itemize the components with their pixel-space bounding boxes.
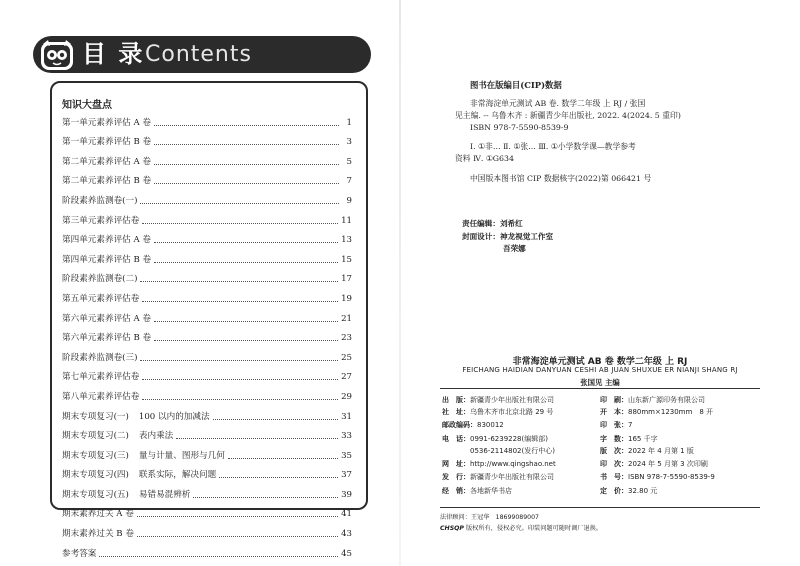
toc-item-subtitle: 量与计量、图形与几何 xyxy=(138,450,225,461)
toc-leader-dots xyxy=(142,399,338,400)
publish-label: 印 刷： xyxy=(600,395,628,404)
toc-item xyxy=(62,148,352,168)
toc-item-page: 1 xyxy=(346,117,352,128)
toc-item-page: 3 xyxy=(346,137,352,148)
cover-design-2: 吾荣娜 xyxy=(503,244,526,253)
toc-leader-dots xyxy=(154,262,338,263)
toc-item-page: 5 xyxy=(346,156,352,167)
toc-item-page: 21 xyxy=(341,313,352,324)
toc-item xyxy=(62,442,352,462)
toc-item-label: 期末专项复习(四) xyxy=(62,470,129,481)
publish-value: 山东新广源印务有限公司 xyxy=(628,396,705,404)
toc-item-label: 阶段素养监测卷(一) xyxy=(62,195,138,206)
publish-value: 各地新华书店 xyxy=(470,487,512,495)
toc-item-subtitle: 联系实际，解决问题 xyxy=(138,470,217,481)
publish-value: 32.80 元 xyxy=(628,487,658,495)
toc-item xyxy=(62,540,352,560)
book-spine xyxy=(399,0,401,566)
toc-item-label: 期末专项复习(一) xyxy=(62,411,129,422)
toc-item-page: 13 xyxy=(341,235,352,246)
book-pinyin: FEICHANG HAIDIAN DANYUAN CESHI AB JUAN SHUXUE ER NIANJI SHANG RJ xyxy=(462,366,738,374)
toc-item xyxy=(62,481,352,501)
publish-row xyxy=(442,486,512,496)
toc-item-label: 第二单元素养评估 B 卷 xyxy=(62,176,152,187)
publish-label: 书 号： xyxy=(600,472,628,481)
legal-counsel: 法律顾问：王冠华 18699089007 xyxy=(440,514,539,521)
toc-item-page: 43 xyxy=(341,529,352,540)
toc-item-label: 第一单元素养评估 B 卷 xyxy=(62,137,152,148)
publish-row xyxy=(442,472,554,482)
publish-value: 0991-6239228(编辑部) xyxy=(470,435,548,443)
toc-list xyxy=(62,109,352,560)
publish-label: 网 址： xyxy=(442,459,470,468)
publish-label: 社 址： xyxy=(442,407,470,416)
toc-item-label: 期末素养过关 B 卷 xyxy=(62,529,134,540)
toc-item-label: 阶段素养监测卷(二) xyxy=(62,274,138,285)
toc-item-label: 第二单元素养评估 A 卷 xyxy=(62,156,152,167)
toc-item-subtitle: 100 以内的加减法 xyxy=(138,411,210,422)
toc-item-page: 39 xyxy=(341,489,352,500)
toc-leader-dots xyxy=(193,497,338,498)
cip-class-2: 资料 Ⅳ. ①G634 xyxy=(455,154,514,163)
copyright-line: CHSQP 版权所有，侵权必究。印装问题可随时调厂退换。 xyxy=(440,525,603,532)
toc-item-page: 35 xyxy=(341,450,352,461)
toc-heading: 知识大盘点 xyxy=(62,100,112,111)
toc-item-page: 31 xyxy=(341,411,352,422)
publish-value: ISBN 978-7-5590-8539-9 xyxy=(628,473,715,481)
publish-value: 乌鲁木齐市北京北路 29 号 xyxy=(470,408,554,416)
toc-item xyxy=(62,187,352,207)
toc-item xyxy=(62,364,352,384)
toc-leader-dots xyxy=(142,379,338,380)
toc-item xyxy=(62,520,352,540)
toc-leader-dots xyxy=(99,556,338,557)
toc-item-label: 阶段素养监测卷(三) xyxy=(62,352,138,363)
responsible-editor: 责任编辑：刘希红 xyxy=(462,219,523,228)
toc-leader-dots xyxy=(154,183,339,184)
cip-record: 中国版本图书馆 CIP 数据核字(2022)第 066421 号 xyxy=(470,174,652,183)
toc-leader-dots xyxy=(137,536,338,537)
toc-item xyxy=(62,168,352,188)
publish-label: 印 张： xyxy=(600,420,628,429)
publish-value: 2022 年 4 月第 1 版 xyxy=(628,447,694,455)
toc-item-subtitle: 表内乘法 xyxy=(138,431,174,442)
publish-row xyxy=(600,459,708,469)
toc-item-label: 参考答案 xyxy=(62,548,97,559)
toc-item-label: 第一单元素养评估 A 卷 xyxy=(62,117,152,128)
publish-row xyxy=(442,420,504,430)
toc-leader-dots xyxy=(176,438,338,439)
toc-item-label: 期末专项复习(五) xyxy=(62,489,129,500)
toc-item xyxy=(62,305,352,325)
publish-row xyxy=(442,446,555,456)
toc-item-page: 41 xyxy=(341,509,352,520)
publish-row xyxy=(442,395,554,405)
toc-item-page: 15 xyxy=(341,254,352,265)
toc-leader-dots xyxy=(154,125,339,126)
toc-item-page: 37 xyxy=(341,470,352,481)
toc-item xyxy=(62,207,352,227)
toc-item xyxy=(62,344,352,364)
toc-item xyxy=(62,325,352,345)
cover-design: 封面设计：神龙视觉工作室 xyxy=(462,232,554,241)
toc-item-label: 第六单元素养评估 B 卷 xyxy=(62,333,152,344)
toc-leader-dots xyxy=(154,242,338,243)
publish-label: 经 销： xyxy=(442,486,470,495)
publish-row xyxy=(600,446,694,456)
book-editor: 张国见 主编 xyxy=(580,378,620,387)
toc-leader-dots xyxy=(142,301,338,302)
toc-leader-dots xyxy=(213,419,338,420)
toc-item xyxy=(62,227,352,247)
cip-class-1: Ⅰ. ①非… Ⅱ. ①张… Ⅲ. ①小学数学课—教学参考 xyxy=(470,142,636,151)
publish-label: 电 话： xyxy=(442,434,470,443)
publish-value: 165 千字 xyxy=(628,435,658,443)
toc-leader-dots xyxy=(137,516,338,517)
publish-label: 版 次： xyxy=(600,446,628,455)
publish-label: 出 版： xyxy=(442,395,470,404)
publish-value: 7 xyxy=(628,421,633,429)
toc-item-page: 17 xyxy=(341,274,352,285)
publish-row xyxy=(442,434,548,444)
toc-leader-dots xyxy=(142,223,338,224)
publish-value: 0536-2114802(发行中心) xyxy=(470,447,555,455)
toc-leader-dots xyxy=(140,281,338,282)
contents-subtitle: Contents xyxy=(145,42,252,67)
publish-label: 印 次： xyxy=(600,459,628,468)
publish-label: 开 本： xyxy=(600,407,628,416)
toc-item-page: 45 xyxy=(341,548,352,559)
toc-leader-dots xyxy=(219,477,338,478)
toc-leader-dots xyxy=(154,340,338,341)
divider-bottom xyxy=(440,507,760,508)
toc-item-label: 第四单元素养评估 A 卷 xyxy=(62,235,152,246)
publish-row xyxy=(442,459,556,469)
toc-item-page: 11 xyxy=(341,215,352,226)
publish-value: http://www.qingshao.net xyxy=(470,460,556,468)
book-title: 非常海淀单元测试 AB 卷 数学二年级 上 RJ xyxy=(512,357,688,367)
toc-item xyxy=(62,266,352,286)
publish-row xyxy=(600,407,713,417)
publish-label: 字 数： xyxy=(600,434,628,443)
publish-value: 2024 年 5 月第 3 次印刷 xyxy=(628,460,708,468)
publish-value: 880mm×1230mm 8 开 xyxy=(628,408,713,416)
toc-leader-dots xyxy=(140,360,338,361)
toc-item-page: 33 xyxy=(341,431,352,442)
toc-item-page: 7 xyxy=(346,176,352,187)
publish-label: 定 价： xyxy=(600,486,628,495)
toc-item-page: 25 xyxy=(341,352,352,363)
toc-item xyxy=(62,403,352,423)
toc-item-label: 第七单元素养评估卷 xyxy=(62,372,140,383)
toc-item-label: 第四单元素养评估 B 卷 xyxy=(62,254,152,265)
toc-leader-dots xyxy=(228,458,338,459)
toc-item xyxy=(62,285,352,305)
publish-row xyxy=(600,472,715,482)
publish-value: 新疆青少年出版社有限公司 xyxy=(470,473,554,481)
toc-item-subtitle: 易错易混辨析 xyxy=(138,489,191,500)
cip-line-1: 非常海淀单元测试 AB 卷. 数学二年级 上 RJ / 张国 xyxy=(470,99,646,108)
toc-item xyxy=(62,383,352,403)
toc-item-label: 第六单元素养评估 A 卷 xyxy=(62,313,152,324)
publish-value: 新疆青少年出版社有限公司 xyxy=(470,396,554,404)
divider-top xyxy=(440,388,760,389)
toc-item xyxy=(62,501,352,521)
toc-item-page: 19 xyxy=(341,293,352,304)
publish-row xyxy=(442,407,553,417)
toc-item-label: 期末专项复习(三) xyxy=(62,450,129,461)
publish-row xyxy=(600,395,705,405)
toc-item xyxy=(62,423,352,443)
publish-value: 830012 xyxy=(477,421,504,429)
toc-leader-dots xyxy=(154,321,338,322)
toc-item-label: 期末专项复习(二) xyxy=(62,431,129,442)
toc-item-label: 期末素养过关 A 卷 xyxy=(62,509,134,520)
publish-row xyxy=(600,486,657,496)
contents-title: 目 录 xyxy=(82,40,145,68)
cip-isbn: ISBN 978-7-5590-8539-9 xyxy=(470,123,569,132)
cip-line-2: 见主编. -- 乌鲁木齐 : 新疆青少年出版社, 2022. 4(2024. 5 重印) xyxy=(455,111,681,120)
toc-leader-dots xyxy=(140,203,339,204)
toc-item xyxy=(62,129,352,149)
toc-leader-dots xyxy=(154,164,339,165)
publish-label: 发 行： xyxy=(442,472,470,481)
toc-item-page: 29 xyxy=(341,391,352,402)
publisher-logo: CHSQP xyxy=(440,525,464,532)
mascot-icon xyxy=(37,40,77,72)
publish-row xyxy=(600,434,658,444)
toc-item-label: 第八单元素养评估卷 xyxy=(62,391,140,402)
toc-item xyxy=(62,462,352,482)
toc-item-label: 第五单元素养评估卷 xyxy=(62,293,140,304)
toc-item xyxy=(62,109,352,129)
toc-item-page: 27 xyxy=(341,372,352,383)
toc-item xyxy=(62,246,352,266)
toc-leader-dots xyxy=(154,144,339,145)
cip-title: 图书在版编目(CIP)数据 xyxy=(470,80,562,90)
publish-row xyxy=(600,420,632,430)
toc-item-label: 第三单元素养评估卷 xyxy=(62,215,140,226)
toc-item-page: 23 xyxy=(341,333,352,344)
publish-label: 邮政编码： xyxy=(442,420,477,429)
toc-item-page: 9 xyxy=(346,195,352,206)
